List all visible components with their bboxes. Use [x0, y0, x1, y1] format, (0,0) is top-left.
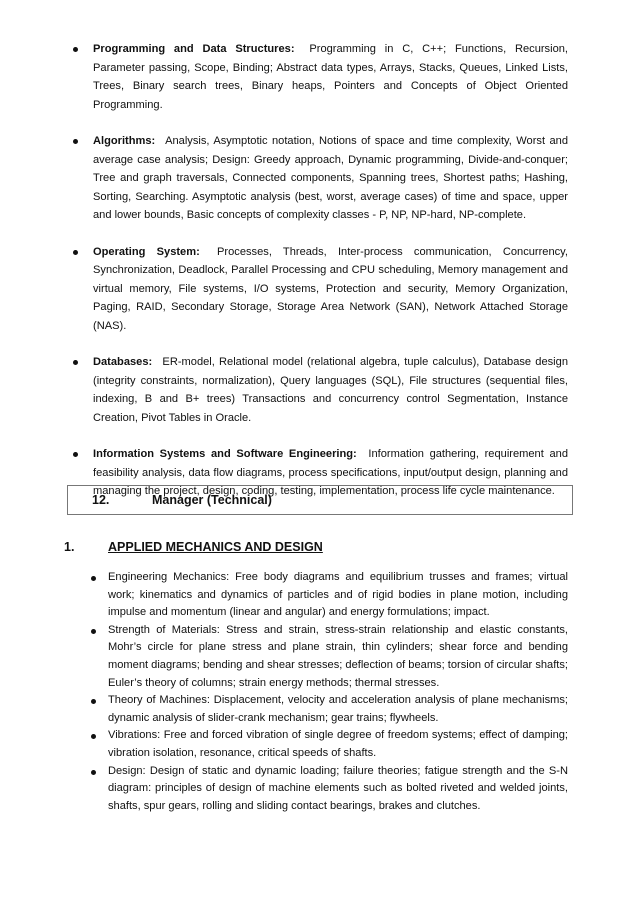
topic-text: Analysis, Asymptotic notation, Notions of space and time complexity, Worst and average case analysis; Design: Greedy approach, Dynamic programming, Divide-and-conquer; Tree and graph traversals, Connected components, Spanning trees, Shortest paths; Hashing, Sorting, Searching. Asymptotic analysis (best, worst, average cases) of time and space, upper and lower bounds, Basic concepts of complexity classes - P, NP, NP-hard, NP-complete. — [93, 135, 568, 221]
topic-term: Databases: — [93, 356, 153, 368]
list-item: Theory of Machines: Displacement, velocity and acceleration analysis of plane mechanisms; dynamic analysis of slider-crank mechanism; gear trains; flywheels. — [108, 692, 568, 727]
topic-term: Programming and Data Structures: — [93, 43, 295, 55]
topic-text: Information gathering, requirement and feasibility analysis, data flow diagrams, process specifications, input/output design, planning and managing the project, design, coding, testing, implementation, process life cycle maintenance. — [93, 448, 568, 497]
subject-title: APPLIED MECHANICS AND DESIGN — [108, 540, 323, 554]
subject-number: 1. — [64, 540, 75, 554]
topic-text: ER-model, Relational model (relational algebra, tuple calculus), Database design (integrity constraints, normalization), Query languages (SQL), File structures (sequential files, indexing, B and B+ trees) Transactions and concurrency control Segmentation, Instance Creation, Pivot Tables in Oracle. — [93, 356, 568, 424]
topic-text: Processes, Threads, Inter-process communication, Concurrency, Synchronization, Deadlock, Parallel Processing and CPU scheduling, Memory management and virtual memory, File systems, I/O systems, Protection and security, Memory Organization, Paging, RAID, Secondary Storage, Storage Area Network (SAN), Network Attached Storage (NAS). — [93, 245, 568, 332]
list-item — [93, 40, 568, 114]
topic-text: Programming in C, C++; Functions, Recursion, Parameter passing, Scope, Binding; Abstract data types, Arrays, Stacks, Queues, Linked Lists, Trees, Binary search trees, Binary heaps, Pointers and Concepts of Object Oriented Programming. — [93, 43, 568, 111]
post-number: 12. — [92, 493, 110, 507]
list-item — [93, 132, 568, 225]
subject-topic-list — [108, 569, 568, 815]
post-heading-box — [67, 485, 573, 515]
topic-term: Operating System: — [93, 245, 200, 258]
list-item: Engineering Mechanics: Free body diagrams and equilibrium trusses and frames; virtual work; kinematics and dynamics of particles and of rigid bodies in plane motion, including impulse and momentum (linear and angular) and energy formulations; impact. — [108, 569, 568, 622]
list-item: Design: Design of static and dynamic loading; failure theories; fatigue strength and the S-N diagram: principles of design of machine elements such as bolted riveted and welded joints, shafts, spur gears, rolling and sliding contact bearings, brakes and clutches. — [108, 763, 568, 816]
topic-term: Information Systems and Software Engineering: — [93, 448, 357, 460]
syllabus-topic-list — [93, 40, 568, 519]
topic-term: Algorithms: — [93, 135, 156, 147]
list-item — [93, 353, 568, 427]
list-item: Vibrations: Free and forced vibration of single degree of freedom systems; effect of damping; vibration isolation, resonance, critical speeds of shafts. — [108, 727, 568, 762]
list-item: Strength of Materials: Stress and strain, stress-strain relationship and elastic constants, Mohr’s circle for plane stress and plane strain, thin cylinders; shear force and bending moment diagrams; bending and shear stresses; deflection of beams; torsion of circular shafts; Euler’s theory of columns; strain energy methods; thermal stresses. — [108, 622, 568, 692]
list-item — [93, 243, 568, 336]
post-title: Manager (Technical) — [152, 493, 272, 507]
